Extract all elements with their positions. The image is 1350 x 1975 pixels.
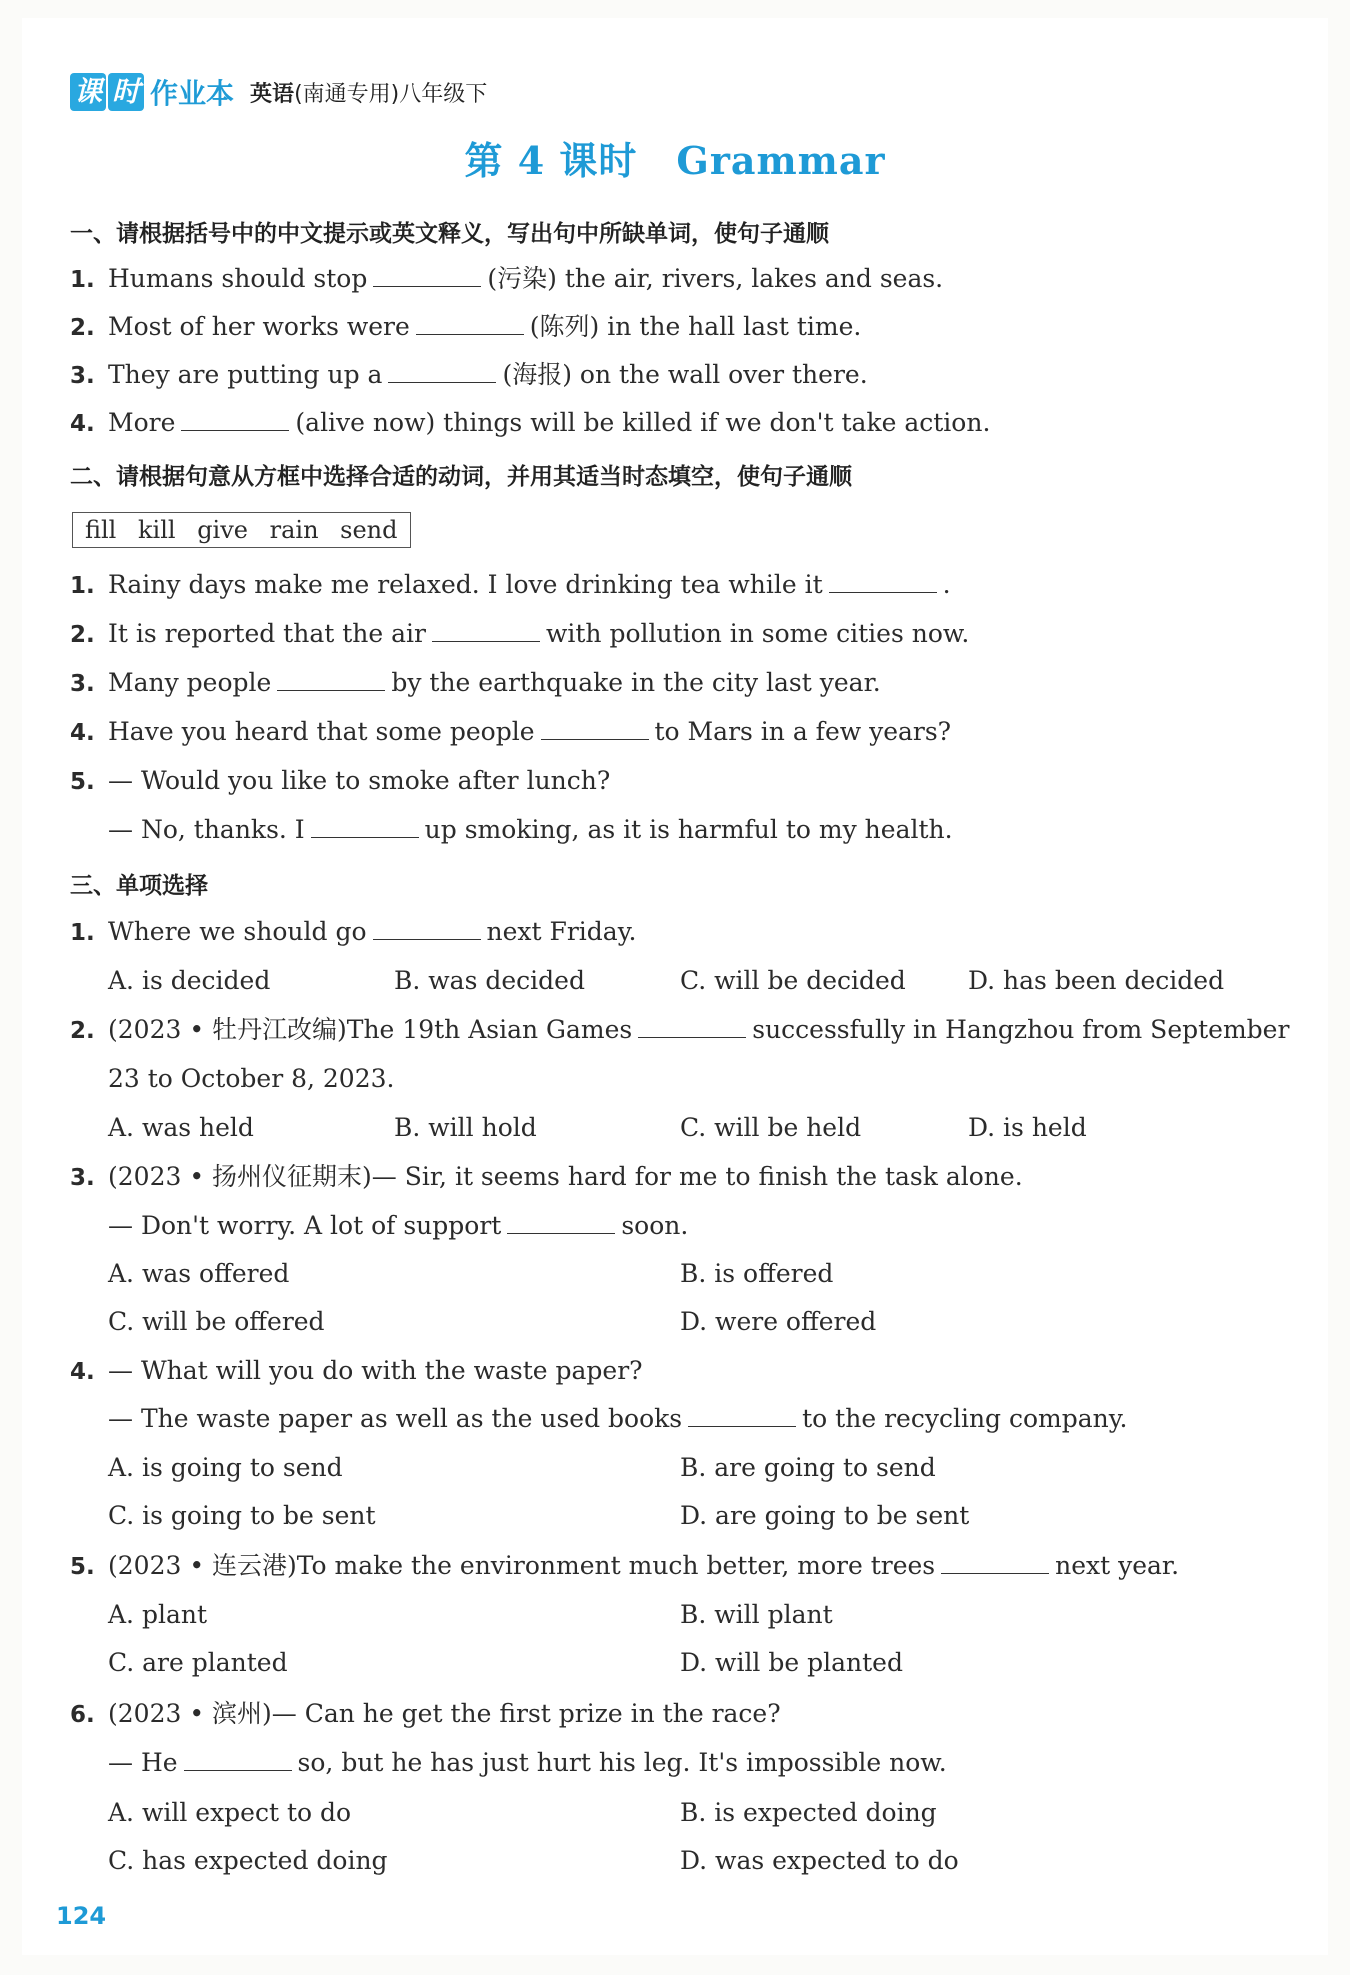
question-text: — Don't worry. A lot of support (108, 1211, 502, 1240)
question-text: to the recycling company. (802, 1404, 1128, 1433)
question-text: — Sir, it seems hard for me to finish the task alone. (371, 1162, 1023, 1191)
item-text: Humans should stop (108, 264, 368, 293)
question-source: (2023 • 扬州仪征期末) (108, 1162, 372, 1191)
grade: 八年级下 (399, 81, 488, 107)
exercise-item (70, 764, 610, 799)
answer-blank[interactable] (941, 1549, 1049, 1574)
question-text: 23 to October 8, 2023. (108, 1064, 395, 1093)
item-text: to Mars in a few years? (654, 717, 952, 746)
option[interactable]: A. will expect to do (108, 1798, 352, 1827)
option[interactable]: B. will plant (680, 1600, 833, 1629)
exercise-item (70, 406, 990, 441)
question-text: — The waste paper as well as the used books (108, 1404, 683, 1433)
item-number: 1. (70, 573, 95, 599)
question (70, 915, 636, 950)
option[interactable]: D. has been decided (968, 966, 1225, 995)
question (70, 1160, 1023, 1195)
edition: (南通专用) (294, 81, 400, 107)
answer-blank[interactable] (181, 406, 289, 431)
option[interactable]: B. is expected doing (680, 1798, 937, 1827)
question-text: The 19th Asian Games (346, 1015, 633, 1044)
item-number: 5. (70, 769, 95, 795)
question-text: — He (108, 1748, 178, 1777)
question (70, 1697, 781, 1732)
option[interactable]: C. will be offered (108, 1307, 325, 1336)
answer-blank[interactable] (432, 617, 540, 642)
item-text: (alive now) things will be killed if we don't take action. (295, 408, 991, 437)
question (70, 1549, 1179, 1584)
answer-blank[interactable] (416, 310, 524, 335)
item-number: 3. (70, 1165, 95, 1191)
item-text: (污染) the air, rivers, lakes and seas. (487, 264, 944, 293)
exercise-item (70, 666, 881, 701)
answer-blank[interactable] (277, 666, 385, 691)
item-number: 3. (70, 363, 95, 389)
page-number: 124 (56, 1902, 107, 1930)
option[interactable]: D. will be planted (680, 1648, 903, 1677)
item-number: 2. (70, 622, 95, 648)
option[interactable]: A. is decided (108, 966, 271, 995)
brand-name: 作业本 (150, 77, 235, 110)
item-number: 4. (70, 411, 95, 437)
item-text: up smoking, as it is harmful to my health. (424, 815, 953, 844)
item-number: 2. (70, 1018, 95, 1044)
option[interactable]: C. are planted (108, 1648, 288, 1677)
option[interactable]: A. was offered (108, 1259, 290, 1288)
exercise-item (70, 358, 868, 393)
logo-char: 课 (70, 73, 106, 111)
option[interactable]: C. is going to be sent (108, 1501, 376, 1530)
question-text: Where we should go (108, 917, 367, 946)
option[interactable]: B. is offered (680, 1259, 834, 1288)
item-number: 1. (70, 920, 95, 946)
item-text: by the earthquake in the city last year. (391, 668, 881, 697)
answer-blank[interactable] (507, 1209, 615, 1234)
subject: 英语 (250, 81, 295, 107)
option[interactable]: D. are going to be sent (680, 1501, 970, 1530)
answer-blank[interactable] (829, 568, 937, 593)
option[interactable]: D. was expected to do (680, 1846, 959, 1875)
item-text: (海报) on the wall over there. (502, 360, 868, 389)
question (70, 1354, 643, 1389)
option[interactable]: D. is held (968, 1113, 1087, 1142)
question (70, 1013, 1289, 1048)
option[interactable]: B. are going to send (680, 1453, 936, 1482)
answer-blank[interactable] (688, 1402, 796, 1427)
brand-logo (70, 73, 144, 111)
question-text: soon. (621, 1211, 689, 1240)
book-subtitle (250, 77, 487, 108)
question-text: successfully in Hangzhou from September (752, 1015, 1290, 1044)
question-text: so, but he has just hurt his leg. It's impossible now. (297, 1748, 947, 1777)
item-text: Many people (108, 668, 272, 697)
item-text: with pollution in some cities now. (545, 619, 970, 648)
question-text: next Friday. (486, 917, 637, 946)
item-number: 4. (70, 720, 95, 746)
question-text: — What will you do with the waste paper? (108, 1356, 643, 1385)
option[interactable]: A. is going to send (108, 1453, 343, 1482)
question-source: (2023 • 牡丹江改编) (108, 1015, 347, 1044)
exercise-item (70, 310, 861, 345)
option[interactable]: B. was decided (394, 966, 585, 995)
item-number: 3. (70, 671, 95, 697)
item-text: Have you heard that some people (108, 717, 535, 746)
question-continuation (70, 1746, 947, 1780)
option[interactable]: B. will hold (394, 1113, 537, 1142)
option[interactable]: C. has expected doing (108, 1846, 388, 1875)
question-text: To make the environment much better, more trees (296, 1551, 936, 1580)
exercise-item (70, 617, 969, 652)
option[interactable]: A. plant (108, 1600, 207, 1629)
option[interactable]: C. will be decided (680, 966, 906, 995)
answer-blank[interactable] (388, 358, 496, 383)
question-continuation (70, 1402, 1128, 1436)
section-heading: 二、请根据句意从方框中选择合适的动词，并用其适当时态填空，使句子通顺 (70, 464, 852, 490)
page-header (70, 72, 487, 112)
answer-blank[interactable] (373, 915, 481, 940)
item-number: 5. (70, 1554, 95, 1580)
option[interactable]: A. was held (108, 1113, 254, 1142)
answer-blank[interactable] (184, 1746, 292, 1771)
question-text: next year. (1055, 1551, 1180, 1580)
item-text: They are putting up a (108, 360, 383, 389)
item-number: 4. (70, 1359, 95, 1385)
option[interactable]: C. will be held (680, 1113, 862, 1142)
item-text: — Would you like to smoke after lunch? (108, 766, 611, 795)
item-number: 1. (70, 267, 95, 293)
item-text: (陈列) in the hall last time. (529, 312, 862, 341)
item-text: It is reported that the air (108, 619, 426, 648)
question-source: (2023 • 连云港) (108, 1551, 297, 1580)
answer-blank[interactable] (373, 262, 481, 287)
logo-char: 时 (108, 73, 144, 111)
exercise-item (70, 262, 943, 297)
section-heading: 三、单项选择 (70, 873, 208, 899)
item-number: 2. (70, 315, 95, 341)
question-continuation (70, 1062, 394, 1096)
option[interactable]: D. were offered (680, 1307, 877, 1336)
answer-blank[interactable] (638, 1013, 746, 1038)
item-text: More (108, 408, 176, 437)
answer-blank[interactable] (541, 715, 649, 740)
exercise-item (70, 715, 951, 750)
exercise-item (70, 568, 951, 603)
item-text: Rainy days make me relaxed. I love drinking tea while it (108, 570, 823, 599)
question-continuation (70, 1209, 688, 1243)
answer-blank[interactable] (311, 813, 419, 838)
question-source: (2023 • 滨州) (108, 1699, 272, 1728)
word-box: fill kill give rain send (72, 512, 411, 548)
item-text: Most of her works were (108, 312, 410, 341)
lesson-title: 第 4 课时 Grammar (464, 138, 886, 183)
item-text: — No, thanks. I (108, 815, 305, 844)
question-text: — Can he get the first prize in the race? (271, 1699, 781, 1728)
item-number: 6. (70, 1702, 95, 1728)
exercise-item-continuation (70, 813, 953, 847)
item-text: . (942, 570, 951, 599)
section-heading: 一、请根据括号中的中文提示或英文释义，写出句中所缺单词，使句子通顺 (70, 221, 829, 247)
